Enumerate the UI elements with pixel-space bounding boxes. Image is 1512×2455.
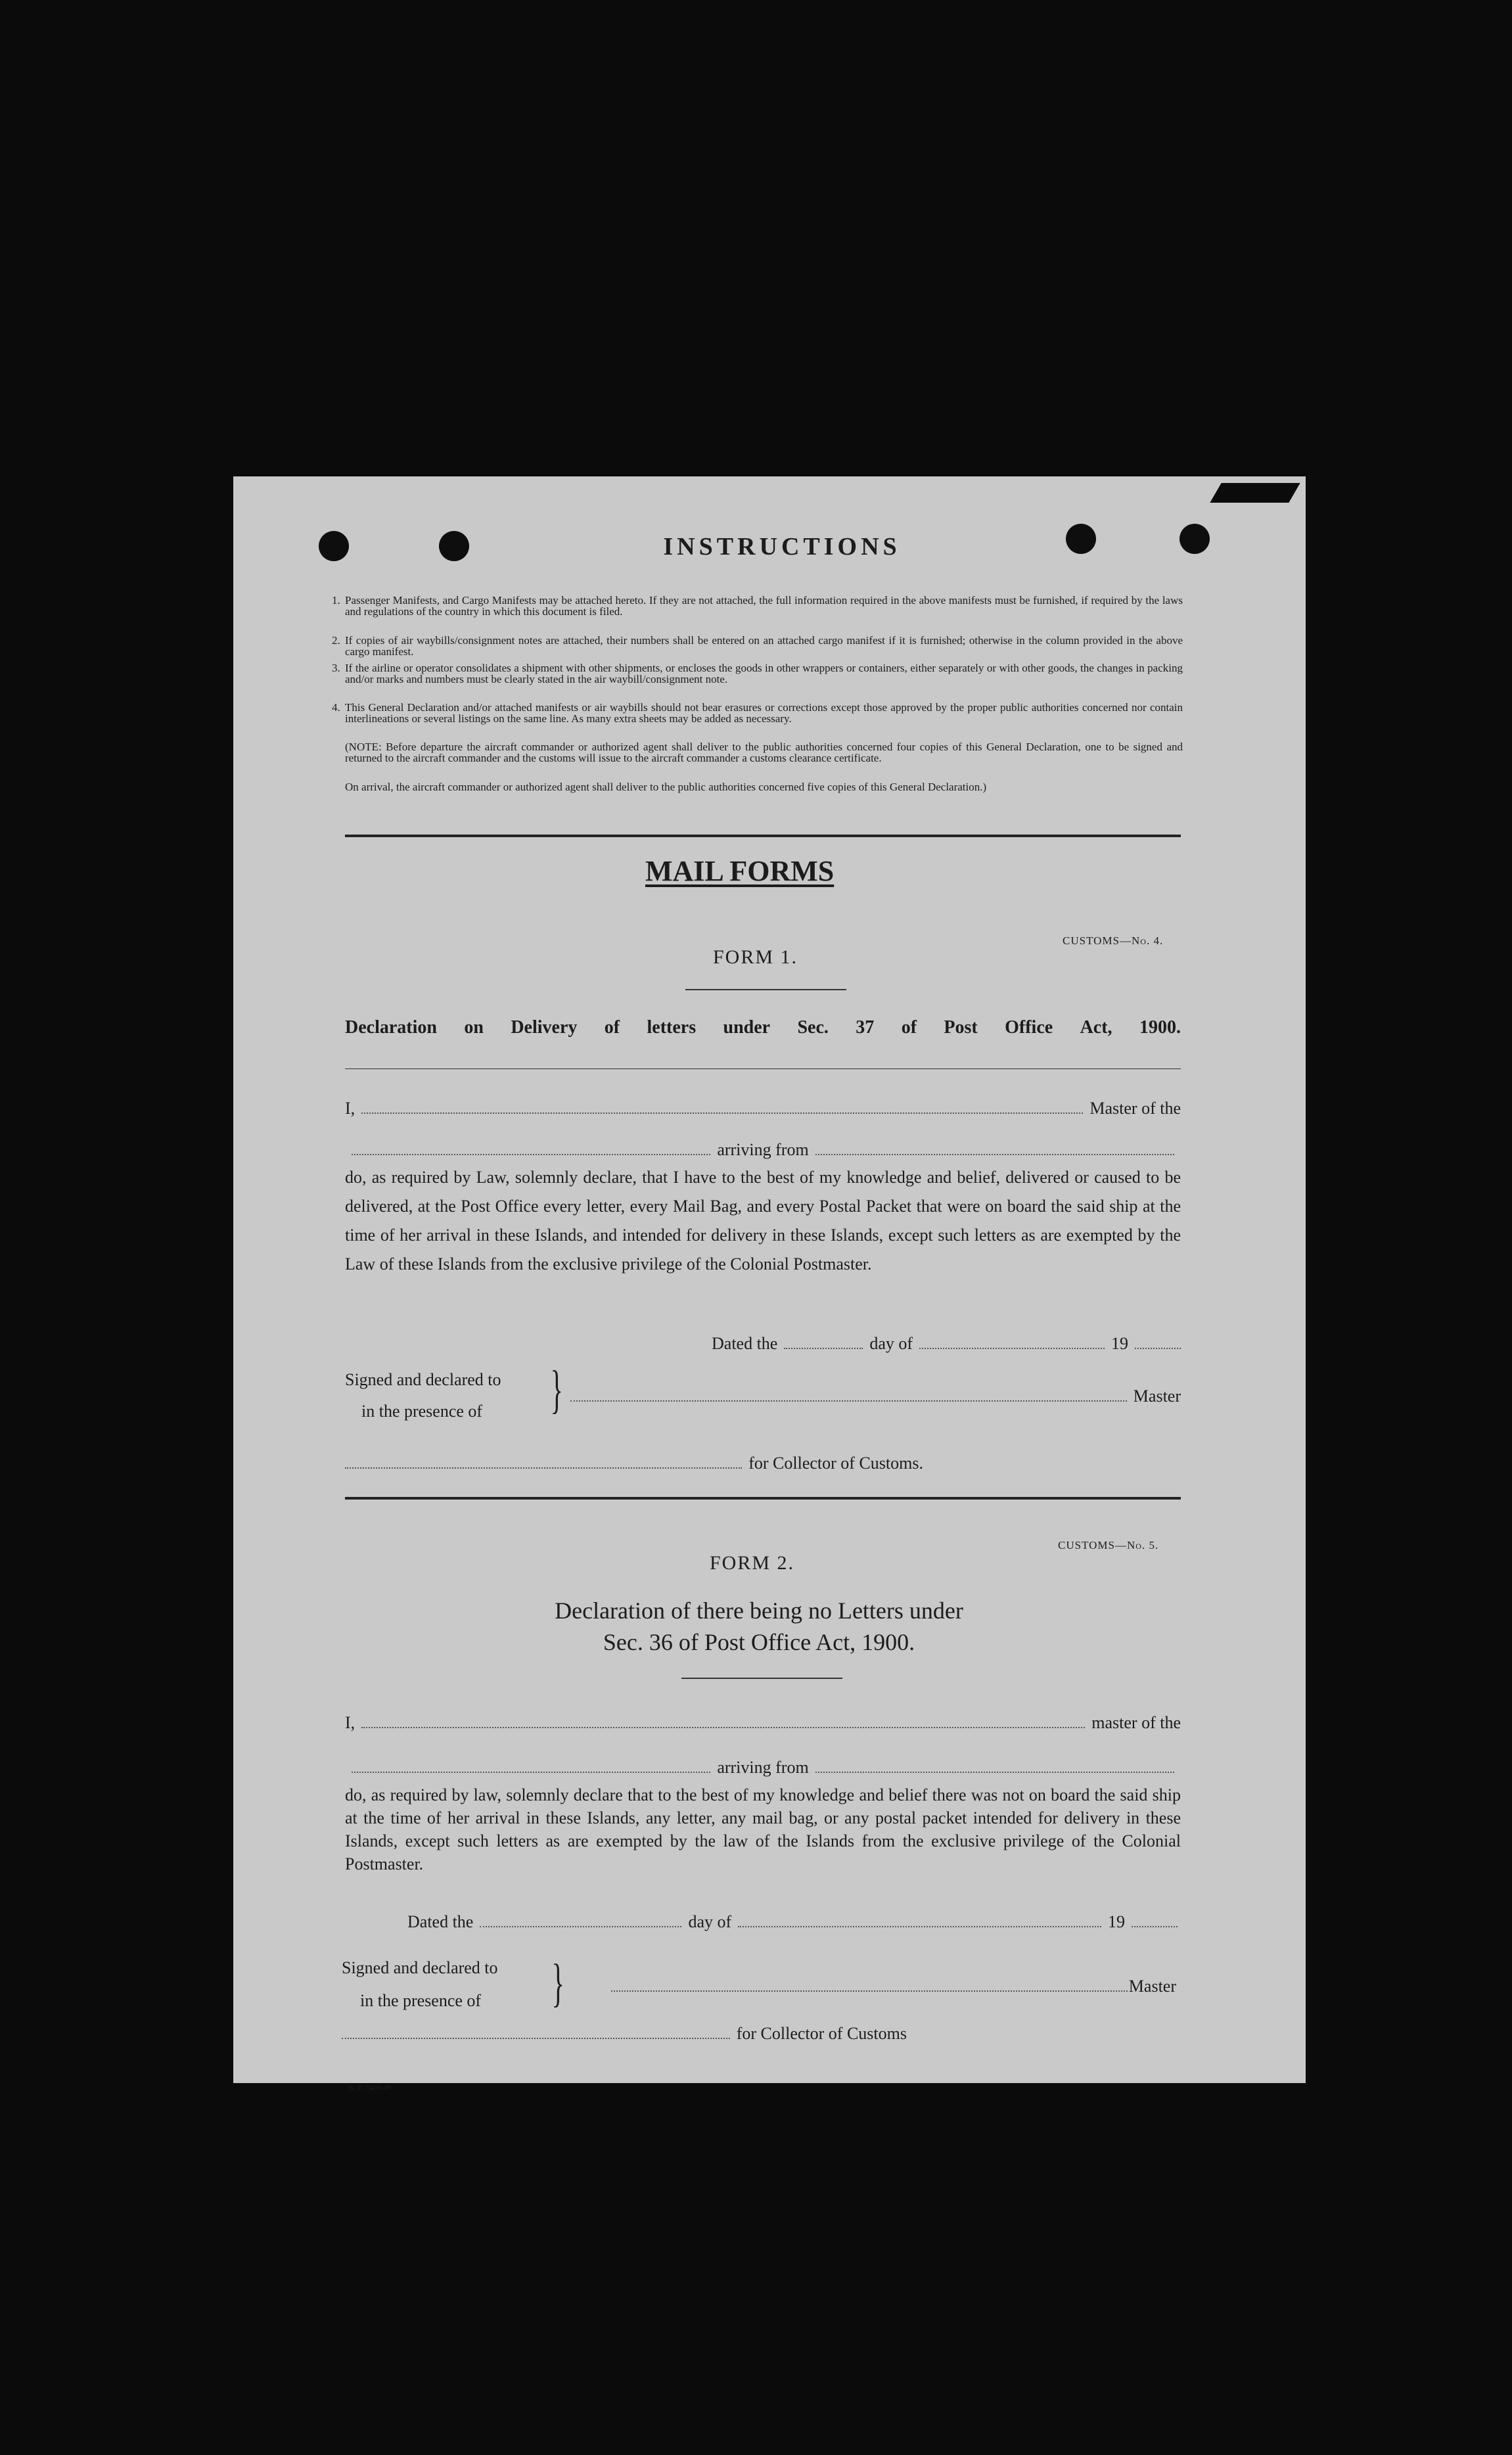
form2-month-field[interactable] <box>738 1913 1101 1927</box>
heading-word: Office <box>1005 1017 1053 1038</box>
form1-body: do, as required by Law, solemnly declare, that I have to the best of my knowledge and belief, delivered or caused to be delivered, at the Post Office every letter, every Mail Bag, and every Postal Packet that were on board the said ship at the time of her arrival in these Islands, and intended for delivery in these Islands, except such letters as are exempted by the Law of these Islands from the exclusive privilege of the Colonial Postmaster. <box>345 1168 1181 1273</box>
form2-brace: } <box>551 1954 564 2012</box>
instruction-number: 4. <box>332 701 340 714</box>
form2-dated-label: Dated the <box>407 1912 474 1931</box>
form1-master-label: Master <box>1133 1387 1181 1406</box>
print-reference: B. P. 7469-49 <box>348 2083 392 2092</box>
form1-year-field[interactable] <box>1135 1335 1181 1349</box>
form2-master-of-label: master of the <box>1091 1713 1181 1732</box>
instruction-note-2: On arrival, the aircraft commander or authorized agent shall deliver to the public authorities concerned five copies of this General Declaration.) <box>345 781 987 793</box>
punch-hole-4 <box>1180 524 1210 554</box>
torn-corner <box>1210 483 1300 503</box>
form1-master-of-label: Master of the <box>1089 1099 1181 1118</box>
form2-body: do, as required by law, solemnly declare that to the best of my knowledge and belief there was not on board the said ship at the time of her arrival in these Islands, any letter, any mail bag, or any postal packet intended for delivery in these Islands, except such letters as are exempted by the law of the Islands from the exclusive privilege of the Colonial Postmaster. <box>345 1785 1181 1873</box>
form2-arriving-line <box>345 1758 1181 1778</box>
heading-word: Post <box>944 1017 978 1038</box>
instruction-note: (NOTE: Before departure the aircraft commander or authorized agent shall deliver to the public authorities concerned four copies of this General Declaration, one to be signed and returned to the aircraft commander and the customs will issue to the aircraft commander a customs clearance certificate. <box>345 741 1183 764</box>
form1-presence-label: in the presence of <box>361 1402 483 1421</box>
heading-word: Sec. <box>797 1017 829 1038</box>
form2-master-signature-field[interactable] <box>611 1977 1128 1992</box>
form1-master-signature-field[interactable] <box>570 1387 1127 1402</box>
form2-arriving-label: arriving from <box>717 1758 809 1777</box>
form2-declaration-line-2: Sec. 36 of Post Office Act, 1900. <box>603 1629 915 1655</box>
form1-year-label: 19 <box>1111 1334 1128 1353</box>
form1-arriving-line <box>345 1140 1181 1160</box>
form2-day-of-label: day of <box>688 1912 732 1931</box>
form2-day-field[interactable] <box>480 1913 681 1927</box>
form2-master-label: Master <box>1128 1977 1176 1996</box>
instruction-text: If copies of air waybills/consignment notes are attached, their numbers shall be entered on an attached cargo manifest if it is furnished; otherwise in the column provided in the above cargo manifest. <box>345 634 1183 658</box>
heading-word: Act, <box>1080 1017 1112 1038</box>
instruction-number: 1. <box>332 594 340 607</box>
form2-name-field[interactable] <box>361 1714 1085 1728</box>
heading-word: of <box>604 1017 620 1038</box>
heading-word: Declaration <box>345 1017 437 1038</box>
instruction-text: This General Declaration and/or attached manifests or air waybills should not bear erasures or corrections except those approved by the proper public authorities concerned nor contain interlineations or several listings on the same line. As many extra sheets may be added as necessary. <box>345 701 1183 725</box>
instruction-item-3 <box>332 662 1183 685</box>
form2-year-field[interactable] <box>1132 1913 1178 1927</box>
heading-word: 1900. <box>1139 1017 1181 1038</box>
form1-customs-number: CUSTOMS—No. 4. <box>1063 934 1164 947</box>
form2-declaration-line-1: Declaration of there being no Letters under <box>555 1597 963 1624</box>
instruction-number: 3. <box>332 662 340 674</box>
form1-heading-rule <box>345 1068 1181 1069</box>
form1-name-line <box>345 1099 1181 1118</box>
instructions-title: INSTRUCTIONS <box>663 533 901 561</box>
form1-signed-label: Signed and declared to <box>345 1370 501 1389</box>
heading-word: 37 <box>856 1017 875 1038</box>
form1-brace: } <box>550 1361 563 1419</box>
form1-collector-signature-field[interactable] <box>345 1454 742 1469</box>
instruction-item-1 <box>332 594 1183 618</box>
heading-word: of <box>901 1017 917 1038</box>
heading-word: letters <box>647 1017 697 1038</box>
form1-ship-field[interactable] <box>352 1141 710 1155</box>
form2-collector-label: for Collector of Customs <box>736 2024 907 2043</box>
form2-i-label: I, <box>345 1713 355 1732</box>
form2-year-label: 19 <box>1108 1912 1125 1931</box>
form2-name-line <box>345 1713 1181 1733</box>
form2-dated-line <box>407 1912 1178 1932</box>
form2-title: FORM 2. <box>710 1552 795 1574</box>
form2-presence-label: in the presence of <box>360 1991 482 2010</box>
heading-word: on <box>464 1017 484 1038</box>
section-divider <box>345 835 1181 837</box>
form2-signed-label: Signed and declared to <box>342 1958 498 1977</box>
form1-title-rule <box>685 989 846 990</box>
form1-name-field[interactable] <box>361 1099 1083 1114</box>
instruction-item-4 <box>332 701 1183 725</box>
form1-collector-label: for Collector of Customs. <box>748 1454 923 1473</box>
form1-i-label: I, <box>345 1099 355 1118</box>
punch-hole-3 <box>1066 524 1096 554</box>
form1-declaration-heading <box>345 1017 1181 1038</box>
form-divider <box>345 1497 1181 1500</box>
form1-title: FORM 1. <box>713 946 798 968</box>
form2-collector-line <box>342 2024 907 2044</box>
mail-forms-title: MAIL FORMS <box>645 855 835 887</box>
instruction-number: 2. <box>332 634 340 647</box>
heading-word: under <box>723 1017 771 1038</box>
instruction-text: Passenger Manifests, and Cargo Manifests may be attached hereto. If they are not attached, the full information required in the above manifests must be furnished, if required by the laws and regulations of the country in which this document is filed. <box>345 594 1183 618</box>
form1-master-line <box>570 1387 1181 1406</box>
form1-month-field[interactable] <box>919 1335 1105 1349</box>
form1-day-of-label: day of <box>869 1334 913 1353</box>
instruction-text: If the airline or operator consolidates a shipment with other shipments, or encloses the goods in other wrappers or containers, either separately or with other goods, the changes in packing and/or marks and numbers must be clearly stated in the air waybill/consignment note. <box>345 662 1183 685</box>
form2-collector-signature-field[interactable] <box>342 2025 730 2039</box>
instruction-item-2 <box>332 634 1183 658</box>
form2-ship-field[interactable] <box>352 1758 710 1773</box>
form1-collector-line <box>345 1454 923 1473</box>
form2-customs-number: CUSTOMS—No. 5. <box>1058 1539 1159 1551</box>
heading-word: Delivery <box>511 1017 578 1038</box>
form1-origin-field[interactable] <box>815 1141 1174 1155</box>
form2-master-line <box>611 1977 1176 1996</box>
form2-origin-field[interactable] <box>815 1758 1174 1773</box>
form1-day-field[interactable] <box>784 1335 863 1349</box>
form2-title-rule <box>681 1678 842 1679</box>
form1-dated-line <box>712 1334 1181 1354</box>
form1-dated-label: Dated the <box>712 1334 778 1353</box>
form1-arriving-label: arriving from <box>717 1140 809 1159</box>
punch-hole-1 <box>319 531 349 561</box>
punch-hole-2 <box>439 531 469 561</box>
